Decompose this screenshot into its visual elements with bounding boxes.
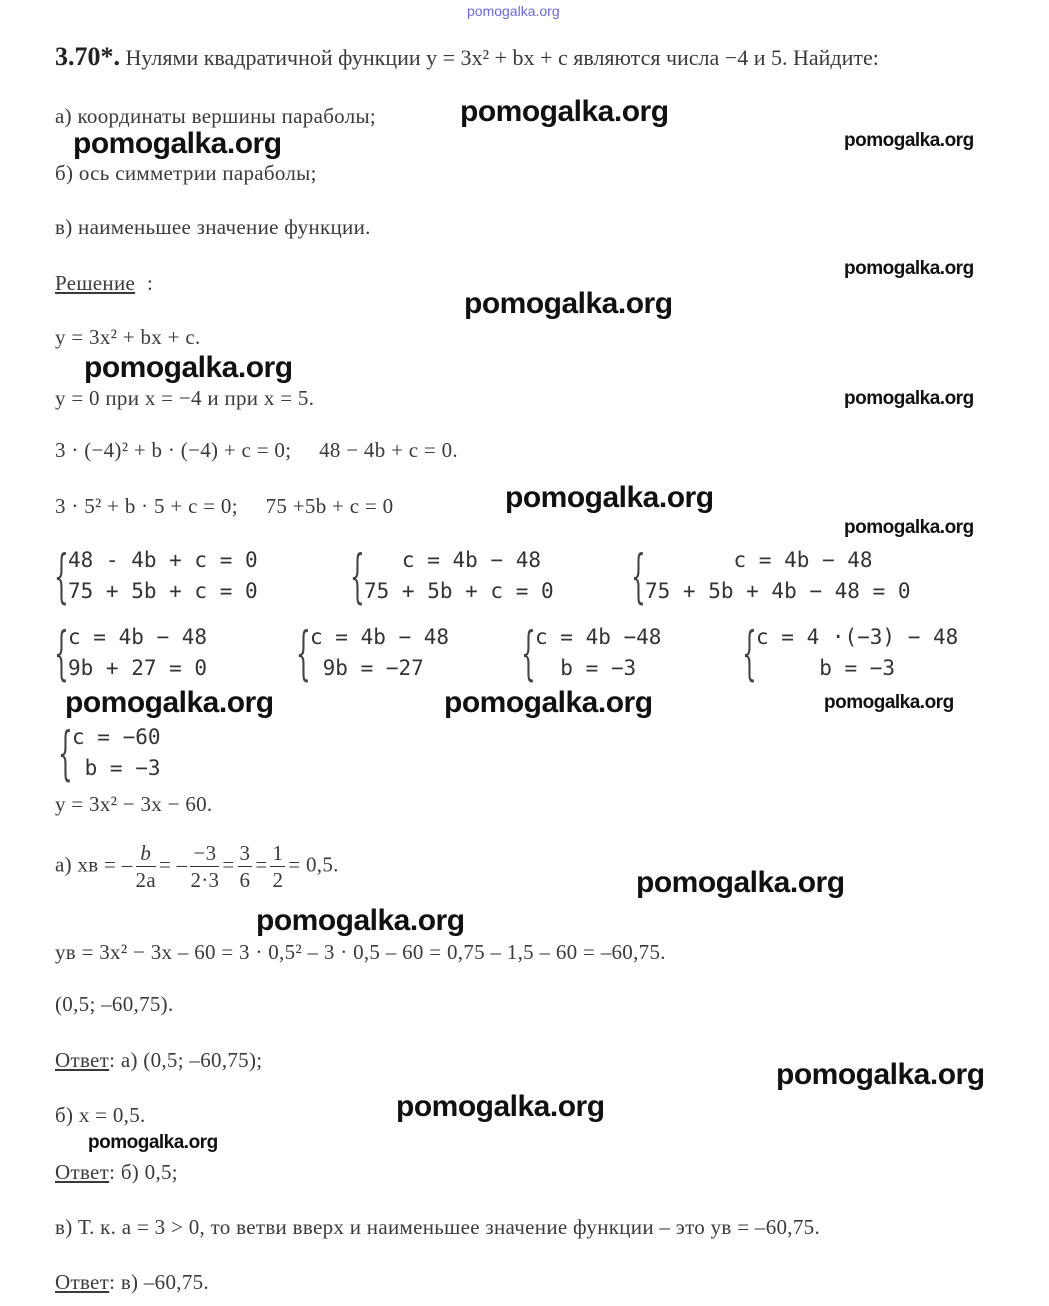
watermark: pomogalka.org <box>844 517 974 538</box>
equation-line: y = 3x² + bx + c. <box>55 325 201 349</box>
watermark: pomogalka.org <box>636 866 845 899</box>
header-watermark: pomogalka.org <box>467 3 560 19</box>
axis-line: б) x = 0,5. <box>55 1103 146 1127</box>
equation-line: 3 · (−4)² + b · (−4) + c = 0; 48 − 4b + c = 0. <box>55 438 458 462</box>
watermark: pomogalka.org <box>65 686 274 719</box>
system: { c = 4b − 48 75 + 5b + c = 0 <box>350 542 554 610</box>
problem-statement <box>55 42 879 73</box>
solution-label: Решение <box>55 271 136 295</box>
answer-a: Ответ: а) (0,5; –60,75); <box>55 1048 263 1072</box>
watermark: pomogalka.org <box>460 95 669 128</box>
task-c: в) наименьшее значение функции. <box>55 215 371 239</box>
system: { 48 - 4b + c = 0 75 + 5b + c = 0 <box>54 542 258 610</box>
vertex-point: (0,5; –60,75). <box>55 992 174 1016</box>
watermark: pomogalka.org <box>844 258 974 279</box>
system: { c = 4b −48 b = −3 <box>521 619 662 687</box>
system: { c = −60 b = −3 <box>58 719 161 787</box>
system: { c = 4b − 48 9b + 27 = 0 <box>54 619 208 687</box>
problem-number: 3.70*. <box>55 42 120 71</box>
watermark: pomogalka.org <box>84 351 293 384</box>
watermark: pomogalka.org <box>396 1090 605 1123</box>
system: { c = 4b − 48 9b = −27 <box>296 619 450 687</box>
watermark: pomogalka.org <box>824 692 954 713</box>
answer-c: Ответ: в) –60,75. <box>55 1270 209 1294</box>
system: { c = 4b − 48 75 + 5b + 4b − 48 = 0 <box>631 542 911 610</box>
task-a: а) координаты вершины параболы; <box>55 104 377 128</box>
problem-text: Нулями квадратичной функции y = 3x² + bx + c являются числа −4 и 5. Найдите: <box>125 45 879 70</box>
watermark: pomogalka.org <box>88 1132 218 1153</box>
watermark: pomogalka.org <box>73 127 282 160</box>
vertex-y-line: yв = 3x² − 3x – 60 = 3 · 0,5² – 3 · 0,5 – 60 = 0,75 – 1,5 – 60 = –60,75. <box>55 940 666 964</box>
equation-line: 3 · 5² + b · 5 + c = 0; 75 +5b + c = 0 <box>55 494 394 518</box>
colon: : <box>147 271 154 295</box>
watermark: pomogalka.org <box>464 287 673 320</box>
task-b: б) ось симметрии параболы; <box>55 161 317 185</box>
equation-line: y = 3x² − 3x − 60. <box>55 792 213 816</box>
watermark: pomogalka.org <box>844 388 974 409</box>
system: { c = 4 ·(−3) − 48 b = −3 <box>742 619 959 687</box>
min-value-line: в) Т. к. a = 3 > 0, то ветви вверх и наименьшее значение функции – это yв = –60,75. <box>55 1215 820 1239</box>
watermark: pomogalka.org <box>505 481 714 514</box>
watermark: pomogalka.org <box>444 686 653 719</box>
vertex-x-formula: а) xв = – $\frac{b}{2a}$ = – $\frac{-3}{2\cdot 3}$ = $\frac{3}{6}$ = $\frac{1}{2}$ = 0,5. <box>55 841 339 892</box>
watermark: pomogalka.org <box>256 904 465 937</box>
equation-line: y = 0 при x = −4 и при x = 5. <box>55 386 315 410</box>
watermark: pomogalka.org <box>844 130 974 151</box>
watermark: pomogalka.org <box>776 1058 985 1091</box>
answer-b: Ответ: б) 0,5; <box>55 1160 178 1184</box>
